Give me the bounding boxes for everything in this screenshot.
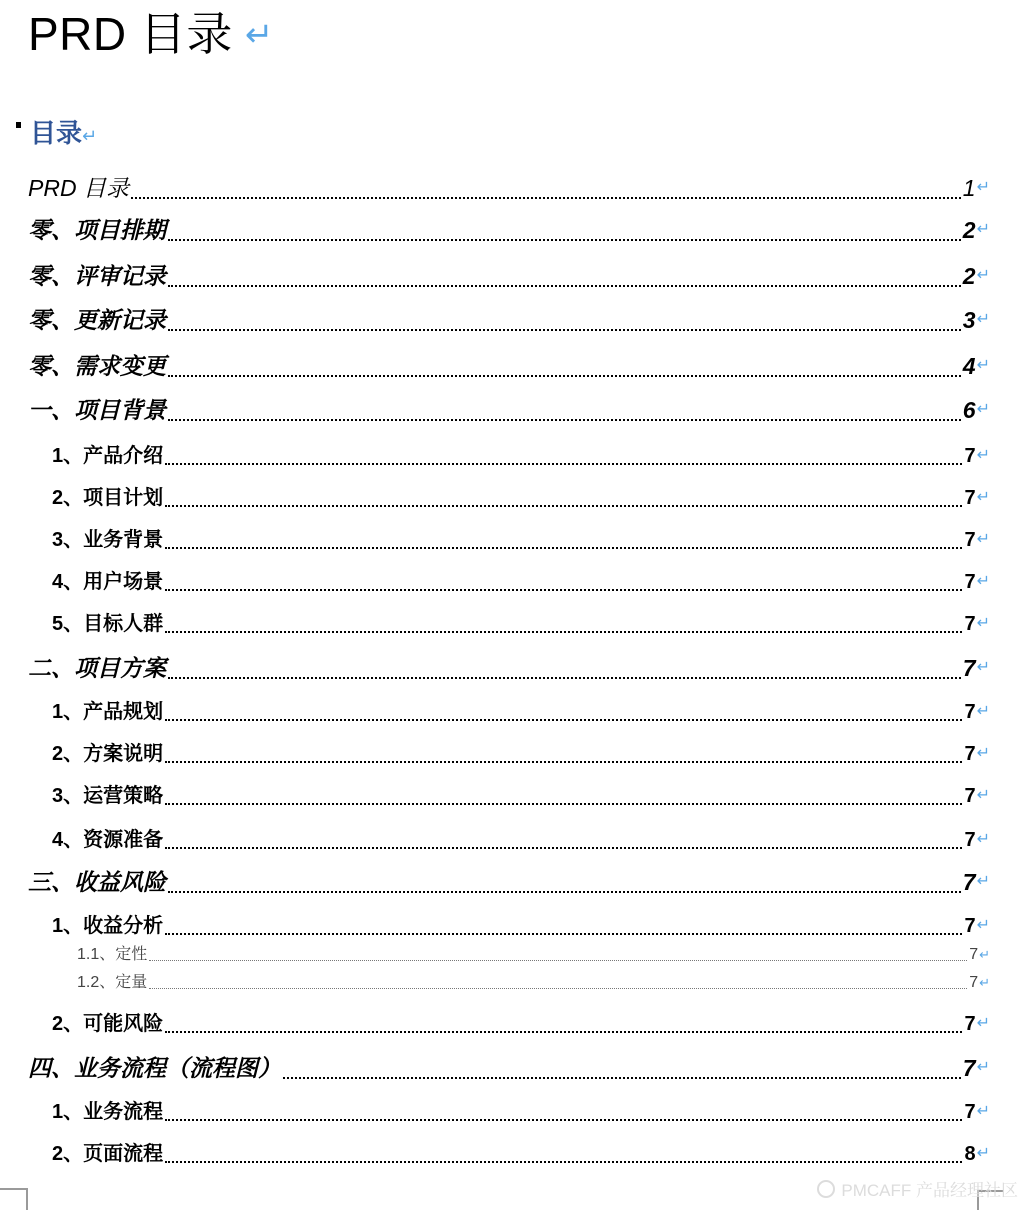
toc-dot-leader xyxy=(165,1031,962,1033)
toc-dot-leader xyxy=(165,933,962,935)
toc-entry-label[interactable]: 1、产品规划 xyxy=(52,701,164,723)
toc-dot-leader xyxy=(283,1077,961,1079)
toc-dot-leader xyxy=(165,803,962,805)
paragraph-mark-icon: ↵ xyxy=(976,1015,990,1032)
toc-entry[interactable] xyxy=(52,698,990,726)
paragraph-mark-icon: ↵ xyxy=(976,615,990,632)
toc-page-number: 2 xyxy=(962,263,976,289)
toc-page-number: 7 xyxy=(964,445,976,467)
paragraph-mark-icon: ↵ xyxy=(244,16,274,54)
toc-dot-leader xyxy=(149,988,967,989)
toc-entry-label[interactable]: 5、目标人群 xyxy=(52,613,164,635)
toc-dot-leader xyxy=(168,891,961,893)
toc-page-number: 3 xyxy=(962,307,976,333)
paragraph-mark-icon: ↵ xyxy=(976,787,990,804)
toc-dot-leader xyxy=(165,847,962,849)
paragraph-mark-icon: ↵ xyxy=(82,126,98,146)
toc-entry[interactable] xyxy=(52,484,990,512)
toc-page-number: 7 xyxy=(964,613,976,635)
toc-page-number: 7 xyxy=(964,743,976,765)
toc-entry-label[interactable]: 3、运营策略 xyxy=(52,785,164,807)
toc-entry-label[interactable]: 4、资源准备 xyxy=(52,829,164,851)
watermark-text: PMCAFF 产品经理社区 xyxy=(841,1181,1018,1200)
toc-page-number: 7 xyxy=(969,974,979,991)
toc-entry[interactable] xyxy=(28,260,990,292)
toc-dot-leader xyxy=(149,960,967,961)
toc-entry[interactable] xyxy=(52,782,990,810)
toc-dot-leader xyxy=(165,505,962,507)
toc-entry[interactable] xyxy=(52,526,990,554)
paragraph-mark-icon: ↵ xyxy=(976,447,990,464)
toc-dot-leader xyxy=(168,677,961,679)
paragraph-mark-icon: ↵ xyxy=(976,401,990,418)
paragraph-mark-icon: ↵ xyxy=(979,975,990,990)
toc-dot-leader xyxy=(165,547,962,549)
toc-entry-label[interactable]: 零、项目排期 xyxy=(28,217,166,243)
toc-entry[interactable] xyxy=(52,912,990,940)
toc-page-number: 7 xyxy=(964,571,976,593)
toc-entry[interactable] xyxy=(28,652,990,684)
toc-entry-label[interactable]: 三、收益风险 xyxy=(28,869,166,895)
toc-page-number: 7 xyxy=(964,529,976,551)
toc-entry-label[interactable]: 二、项目方案 xyxy=(28,655,166,681)
paragraph-mark-icon: ↵ xyxy=(976,179,990,196)
toc-dot-leader xyxy=(165,1161,962,1163)
toc-page-number: 7 xyxy=(964,829,976,851)
toc-entry-label[interactable]: 1、业务流程 xyxy=(52,1101,164,1123)
toc-dot-leader xyxy=(165,589,962,591)
toc-entry-label[interactable]: PRD 目录 xyxy=(28,175,129,201)
toc-entry-label[interactable]: 1、收益分析 xyxy=(52,915,164,937)
paragraph-mark-icon: ↵ xyxy=(976,1059,990,1076)
paragraph-mark-icon: ↵ xyxy=(979,947,990,962)
toc-dot-leader xyxy=(168,419,961,421)
toc-dot-leader xyxy=(168,329,961,331)
toc-entry[interactable] xyxy=(52,1140,990,1168)
toc-page-number: 7 xyxy=(964,915,976,937)
toc-dot-leader xyxy=(165,719,962,721)
toc-page-number: 7 xyxy=(962,655,976,681)
paragraph-mark-icon: ↵ xyxy=(976,267,990,284)
toc-entry[interactable] xyxy=(28,172,990,204)
paragraph-mark-icon: ↵ xyxy=(976,831,990,848)
toc-entry[interactable] xyxy=(52,826,990,854)
paragraph-mark-icon: ↵ xyxy=(976,703,990,720)
toc-entry[interactable] xyxy=(28,1052,990,1084)
toc-page-number: 7 xyxy=(962,1055,976,1081)
pmcaff-logo-icon xyxy=(817,1180,835,1198)
toc-entry-label[interactable]: 零、更新记录 xyxy=(28,307,166,333)
toc-page-number: 6 xyxy=(962,397,976,423)
toc-page-number: 7 xyxy=(969,946,979,963)
paragraph-mark-icon: ↵ xyxy=(976,573,990,590)
toc-entry[interactable] xyxy=(52,568,990,596)
toc-entry-label[interactable]: 1.2、定量 xyxy=(77,974,148,991)
toc-heading-text: 目录 xyxy=(30,118,83,148)
paragraph-mark-icon: ↵ xyxy=(976,1145,990,1162)
toc-page-number: 7 xyxy=(964,701,976,723)
toc-entry-label[interactable]: 1.1、定性 xyxy=(77,946,148,963)
toc-entry-label[interactable]: 4、用户场景 xyxy=(52,571,164,593)
paragraph-mark-icon: ↵ xyxy=(976,659,990,676)
toc-entry[interactable] xyxy=(28,394,990,426)
toc-entry[interactable] xyxy=(52,442,990,470)
toc-entry[interactable] xyxy=(52,1098,990,1126)
toc-page-number: 7 xyxy=(964,487,976,509)
toc-entry-label[interactable]: 2、页面流程 xyxy=(52,1143,164,1165)
toc-entry-label[interactable]: 零、需求变更 xyxy=(28,353,166,379)
toc-page-number: 4 xyxy=(962,353,976,379)
toc-entry[interactable] xyxy=(28,214,990,246)
paragraph-mark-icon: ↵ xyxy=(976,489,990,506)
toc-entry[interactable] xyxy=(52,610,990,638)
toc-page-number: 7 xyxy=(964,1101,976,1123)
toc-entry-label[interactable]: 2、可能风险 xyxy=(52,1013,164,1035)
toc-entry-label[interactable]: 3、业务背景 xyxy=(52,529,164,551)
toc-entry[interactable] xyxy=(77,972,990,994)
toc-entry-label[interactable]: 1、产品介绍 xyxy=(52,445,164,467)
document-title-text: PRD 目录 xyxy=(28,8,233,60)
toc-dot-leader xyxy=(165,463,962,465)
toc-entry[interactable] xyxy=(52,1010,990,1038)
toc-entry-label[interactable]: 零、评审记录 xyxy=(28,263,166,289)
toc-page-number: 7 xyxy=(962,869,976,895)
paragraph-mark-icon: ↵ xyxy=(976,531,990,548)
toc-dot-leader xyxy=(168,285,961,287)
paragraph-mark-icon: ↵ xyxy=(976,357,990,374)
toc-entry-label[interactable]: 四、业务流程（流程图） xyxy=(28,1055,281,1081)
toc-page-number: 2 xyxy=(962,217,976,243)
toc-dot-leader xyxy=(165,761,962,763)
paragraph-mark-icon: ↵ xyxy=(976,917,990,934)
toc-entry[interactable] xyxy=(52,740,990,768)
toc-dot-leader xyxy=(165,631,962,633)
toc-entry[interactable] xyxy=(28,866,990,898)
paragraph-mark-icon: ↵ xyxy=(976,221,990,238)
toc-page-number: 7 xyxy=(964,785,976,807)
toc-entry-label[interactable]: 2、方案说明 xyxy=(52,743,164,765)
toc-entry-label[interactable]: 一、项目背景 xyxy=(28,397,166,423)
paragraph-mark-icon: ↵ xyxy=(976,745,990,762)
watermark xyxy=(817,1176,1018,1201)
toc-entry-label[interactable]: 2、项目计划 xyxy=(52,487,164,509)
paragraph-mark-icon: ↵ xyxy=(976,873,990,890)
toc-dot-leader xyxy=(131,197,961,199)
toc-dot-leader xyxy=(168,375,961,377)
toc-entry[interactable] xyxy=(28,304,990,336)
toc-page-number: 7 xyxy=(964,1013,976,1035)
paragraph-mark-icon: ↵ xyxy=(976,311,990,328)
toc-page-number: 8 xyxy=(964,1143,976,1165)
toc-page-number: 1 xyxy=(962,175,976,201)
toc-dot-leader xyxy=(165,1119,962,1121)
toc-dot-leader xyxy=(168,239,961,241)
page-corner-mark-left xyxy=(0,1188,28,1210)
toc-entry[interactable] xyxy=(77,944,990,966)
paragraph-mark-icon: ↵ xyxy=(976,1103,990,1120)
toc-entry[interactable] xyxy=(28,350,990,382)
